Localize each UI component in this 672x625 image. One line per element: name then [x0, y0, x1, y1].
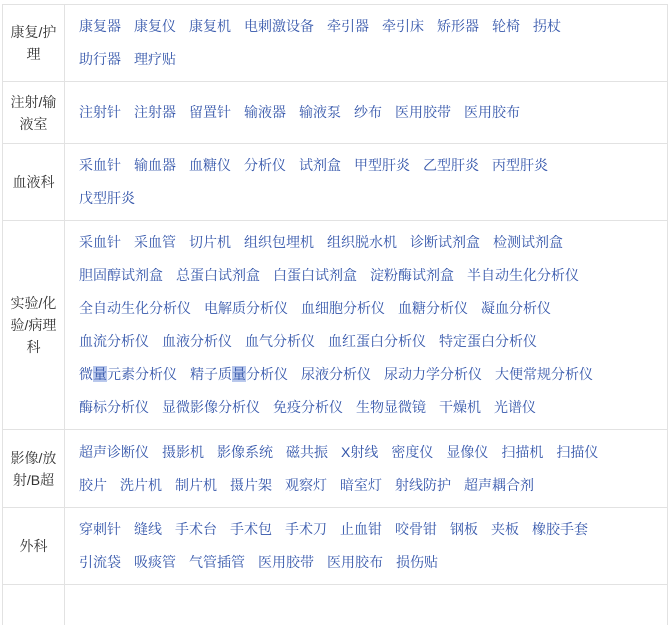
category-label: 血液科	[3, 144, 65, 220]
product-link[interactable]: 胆固醇试剂盒	[79, 267, 163, 283]
product-link[interactable]: 矫形器	[437, 18, 479, 34]
product-link[interactable]: 吸痰管	[134, 554, 176, 570]
links-cell	[65, 82, 667, 143]
product-link[interactable]: 扫描仪	[556, 443, 599, 460]
product-link[interactable]: 半自动生化分析仪	[467, 267, 579, 283]
category-label: 康复/护理	[3, 5, 65, 81]
links-cell	[65, 144, 667, 220]
product-link[interactable]: 损伤贴	[396, 554, 438, 570]
product-link[interactable]: 气管插管	[189, 554, 245, 570]
product-link[interactable]: 乙型肝炎	[423, 157, 479, 173]
product-link[interactable]: 医用胶带	[395, 104, 451, 120]
product-link[interactable]: 医用胶带	[258, 554, 314, 570]
product-link[interactable]: 密度仪	[391, 443, 434, 460]
links-line	[79, 546, 659, 579]
product-link[interactable]: 光谱仪	[494, 399, 536, 415]
product-link[interactable]: 切片机	[189, 234, 231, 250]
product-link[interactable]: 大便常规分析仪	[495, 366, 593, 382]
table-row	[3, 221, 667, 430]
product-link[interactable]: 留置针	[189, 104, 231, 120]
product-link[interactable]: 输液器	[244, 104, 286, 120]
keyword-highlight: 量	[232, 366, 246, 382]
product-link[interactable]: 诊断试剂盒	[410, 234, 480, 250]
product-link[interactable]: 咬骨钳	[395, 521, 437, 537]
category-table	[2, 4, 668, 625]
product-link[interactable]: 康复器	[79, 18, 121, 34]
links-line	[79, 226, 659, 259]
product-link[interactable]: 橡胶手套	[532, 521, 588, 537]
product-link[interactable]: X射线	[341, 443, 379, 460]
product-link[interactable]: 制片机	[175, 476, 217, 493]
product-link[interactable]: 血糖分析仪	[398, 300, 468, 316]
product-link[interactable]: 血液分析仪	[162, 333, 232, 349]
product-link[interactable]: 超声诊断仪	[79, 443, 149, 460]
links-line	[79, 325, 659, 358]
links-line	[79, 10, 659, 43]
product-link[interactable]: 拐杖	[533, 18, 561, 34]
product-link[interactable]: 血流分析仪	[79, 333, 149, 349]
links-line	[79, 182, 659, 215]
links-line	[79, 96, 659, 129]
links-cell	[65, 5, 667, 81]
product-link[interactable]: 生物显微镜	[356, 399, 426, 415]
product-link[interactable]: 止血钳	[340, 521, 382, 537]
category-label: 实验/化验/病理科	[3, 221, 65, 429]
product-link[interactable]: 甲型肝炎	[354, 157, 410, 173]
product-link[interactable]: 分析仪	[244, 157, 286, 173]
product-link[interactable]: 白蛋白试剂盒	[273, 267, 357, 283]
links-cell	[65, 585, 667, 625]
keyword-highlight: 量	[93, 366, 107, 382]
links-cell	[65, 221, 667, 429]
product-link[interactable]: 注射器	[134, 104, 176, 120]
product-link[interactable]: 手术包	[230, 521, 272, 537]
product-link[interactable]: 组织包埋机	[244, 234, 314, 250]
product-link[interactable]: 磁共振	[286, 443, 328, 460]
product-link[interactable]: 牵引床	[382, 18, 424, 34]
product-link[interactable]: 摄影机	[162, 443, 204, 460]
product-link[interactable]: 手术台	[175, 521, 217, 537]
product-link[interactable]: 尿动力学分析仪	[384, 366, 482, 382]
product-link[interactable]: 助行器	[79, 51, 121, 67]
product-link[interactable]: 微量元素分析仪	[79, 366, 177, 382]
table-row	[3, 144, 667, 221]
product-link[interactable]: 医用胶布	[464, 104, 520, 120]
table-row	[3, 508, 667, 585]
links-line	[79, 436, 659, 469]
links-cell	[65, 430, 667, 507]
product-link[interactable]: 免疫分析仪	[273, 399, 343, 415]
product-link[interactable]: 输液泵	[299, 104, 341, 120]
category-label: 影像/放射/B超	[3, 430, 65, 507]
product-link[interactable]: 采血针	[79, 157, 121, 173]
product-link[interactable]: 显像仪	[446, 443, 489, 460]
product-link[interactable]: 血气分析仪	[245, 333, 315, 349]
links-line	[79, 358, 659, 391]
product-link[interactable]: 射线防护	[395, 476, 451, 493]
product-link[interactable]: 电刺激设备	[244, 18, 314, 34]
product-link[interactable]: 胶片	[79, 476, 107, 493]
product-link[interactable]: 医用胶布	[327, 554, 383, 570]
product-link[interactable]: 组织脱水机	[327, 234, 397, 250]
product-link[interactable]: 理疗贴	[134, 51, 176, 67]
product-link[interactable]: 采血针	[79, 234, 121, 250]
table-row	[3, 5, 667, 82]
product-link[interactable]: 淀粉酶试剂盒	[370, 267, 454, 283]
page	[0, 4, 672, 570]
links-line	[79, 259, 659, 292]
product-link[interactable]: 摄片架	[230, 476, 272, 493]
product-link[interactable]: 酶标分析仪	[79, 399, 149, 415]
product-link[interactable]: 凝血分析仪	[481, 300, 551, 316]
product-link[interactable]: 夹板	[491, 521, 519, 537]
product-link[interactable]: 输血器	[134, 157, 176, 173]
product-link[interactable]: 精子质量分析仪	[190, 366, 288, 382]
product-link[interactable]: 试剂盒	[299, 157, 341, 173]
links-line	[79, 149, 659, 182]
product-link[interactable]: 血细胞分析仪	[301, 300, 385, 316]
product-link[interactable]: 特定蛋白分析仪	[439, 333, 537, 349]
product-link[interactable]: 戊型肝炎	[79, 190, 135, 206]
product-link[interactable]: 洗片机	[120, 476, 162, 493]
product-link[interactable]: 轮椅	[492, 18, 520, 34]
product-link[interactable]: 注射针	[79, 104, 121, 120]
product-link[interactable]: 总蛋白试剂盒	[176, 267, 260, 283]
product-link[interactable]: 扫描机	[501, 443, 544, 460]
product-link[interactable]: 超声耦合剂	[464, 476, 534, 493]
product-link[interactable]: 采血管	[134, 234, 176, 250]
links-line	[79, 292, 659, 325]
links-line	[79, 391, 659, 424]
product-link[interactable]: 血糖仪	[189, 157, 231, 173]
product-link[interactable]: 缝线	[134, 521, 162, 537]
product-link[interactable]: 康复仪	[134, 18, 176, 34]
product-link[interactable]: 尿液分析仪	[301, 366, 371, 382]
table-row	[3, 82, 667, 144]
product-link[interactable]: 电解质分析仪	[204, 300, 288, 316]
product-link[interactable]: 牵引器	[327, 18, 369, 34]
product-link[interactable]: 纱布	[354, 104, 382, 120]
links-line	[79, 469, 659, 502]
links-line	[79, 43, 659, 76]
links-cell	[65, 508, 667, 584]
product-link[interactable]: 康复机	[189, 18, 231, 34]
product-link[interactable]: 丙型肝炎	[492, 157, 548, 173]
product-link[interactable]: 影像系统	[217, 443, 273, 460]
product-link[interactable]: 干燥机	[439, 399, 481, 415]
table-row	[3, 430, 667, 508]
product-link[interactable]: 钢板	[450, 521, 478, 537]
product-link[interactable]: 全自动生化分析仪	[79, 300, 191, 316]
product-link[interactable]: 暗室灯	[340, 476, 382, 493]
product-link[interactable]: 血红蛋白分析仪	[328, 333, 426, 349]
product-link[interactable]: 引流袋	[79, 554, 121, 570]
category-label	[3, 585, 65, 625]
table-row-cutoff	[3, 585, 667, 625]
category-label: 注射/输液室	[3, 82, 65, 143]
links-line	[79, 513, 659, 546]
product-link[interactable]: 显微影像分析仪	[162, 399, 260, 415]
product-link[interactable]: 检测试剂盒	[493, 234, 563, 250]
product-link[interactable]: 穿刺针	[79, 521, 121, 537]
category-label: 外科	[3, 508, 65, 584]
product-link[interactable]: 手术刀	[285, 521, 327, 537]
product-link[interactable]: 观察灯	[285, 476, 327, 493]
